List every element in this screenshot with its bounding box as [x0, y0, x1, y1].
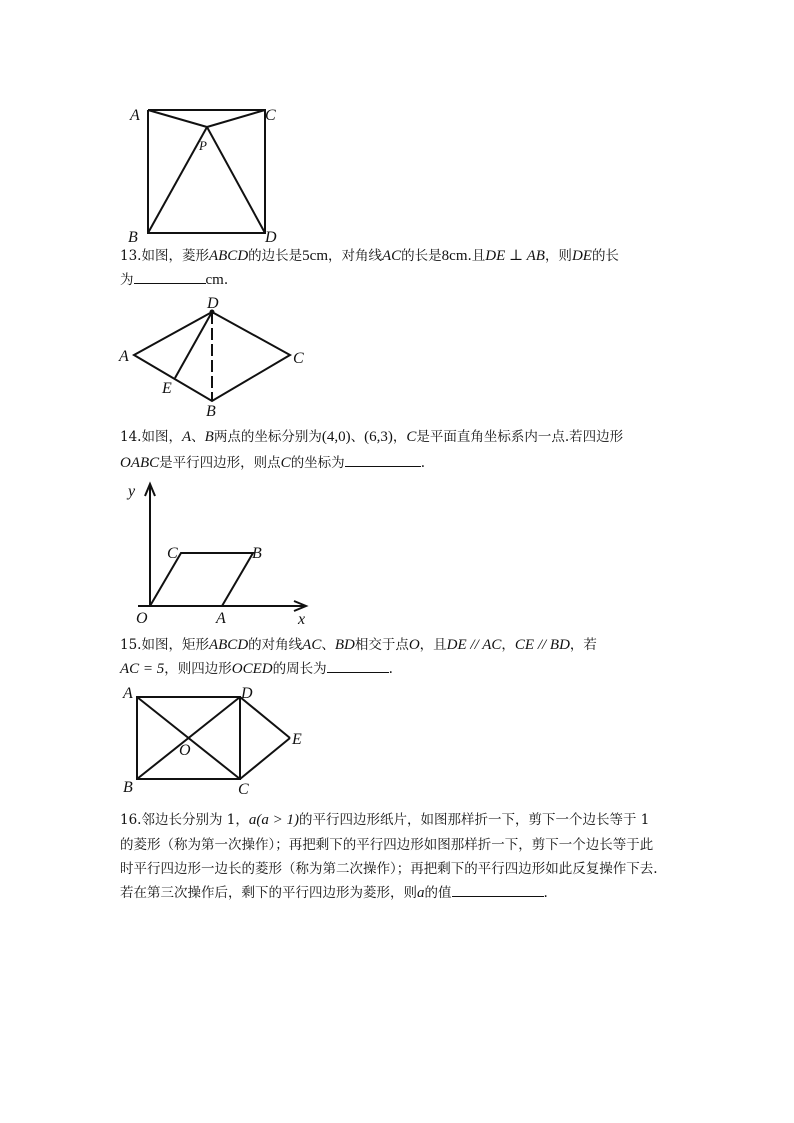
fig15-label-B: B: [123, 779, 133, 796]
figure-q15: [118, 684, 318, 799]
q16-line3: 时平行四边形一边长的菱形（称为第二次操作）；再把剩下的平行四边形如此反复操作下去.: [120, 861, 658, 877]
fig14-label-A: A: [216, 610, 226, 627]
fig14-label-x: x: [298, 611, 306, 628]
fig12-label-A: A: [130, 107, 140, 124]
fig15-label-O: O: [179, 742, 191, 759]
q16-line2: 的菱形（称为第一次操作）；再把剩下的平行四边形如图那样折一下，剪下一个边长等于此: [120, 837, 654, 853]
fig14-label-O: O: [136, 610, 148, 627]
fig15-label-D: D: [241, 685, 253, 702]
q15-answer-blank[interactable]: [327, 658, 389, 673]
fig14-label-y: y: [128, 483, 136, 500]
fig12-label-B: B: [128, 229, 138, 246]
q13-answer-blank[interactable]: [134, 269, 206, 284]
fig15-line-DE: [240, 697, 290, 738]
fig12-label-P: P: [199, 138, 207, 153]
figure-q13: [118, 295, 318, 420]
q15-line1: 15.如图，矩形ABCD的对角线AC、BD相交于点O，且DE // AC，CE // BD，若: [120, 637, 597, 653]
fig14-label-B: B: [252, 545, 262, 562]
fig12-label-C: C: [265, 107, 276, 124]
figure-q12: [125, 100, 285, 245]
q13-line1: 13.如图，菱形ABCD的边长是5cm，对角线AC的长是8cm.且DE ⊥ AB，则DE的长: [120, 248, 619, 264]
fig12-line-CP: [207, 110, 265, 127]
fig15-label-C: C: [238, 781, 249, 798]
q16-answer-blank[interactable]: [452, 882, 544, 897]
q14-answer-blank[interactable]: [345, 452, 421, 467]
fig14-label-C: C: [167, 545, 178, 562]
fig13-label-A: A: [119, 348, 129, 365]
q15-line2: AC = 5，则四边形OCED的周长为 .: [120, 657, 393, 681]
fig15-label-A: A: [123, 685, 133, 702]
fig13-label-D: D: [207, 295, 219, 312]
figure-q14: [120, 478, 320, 628]
fig12-line-AP: [148, 110, 207, 127]
q14-line1: 14.如图，A、B两点的坐标分别为(4,0)、(6,3)，C是平面直角坐标系内一点.若四边形: [120, 429, 624, 445]
fig13-label-E: E: [162, 380, 172, 397]
q16-line4: 若在第三次操作后，剩下的平行四边形为菱形，则a的值 .: [120, 881, 548, 905]
fig15-label-E: E: [292, 731, 302, 748]
fig12-line-DP: [207, 127, 265, 233]
q13-line2: 为 cm.: [120, 268, 228, 292]
fig12-label-D: D: [265, 229, 277, 246]
fig14-parallelogram: [150, 553, 253, 606]
fig13-label-C: C: [293, 350, 304, 367]
q16-line1: 16.邻边长分别为 1，a(a > 1)的平行四边形纸片，如图那样折一下，剪下一个边长等于 1: [120, 812, 650, 828]
q14-line2: OABC是平行四边形，则点C的坐标为 .: [120, 451, 425, 475]
fig15-line-CE: [240, 738, 290, 779]
fig13-label-B: B: [206, 403, 216, 420]
